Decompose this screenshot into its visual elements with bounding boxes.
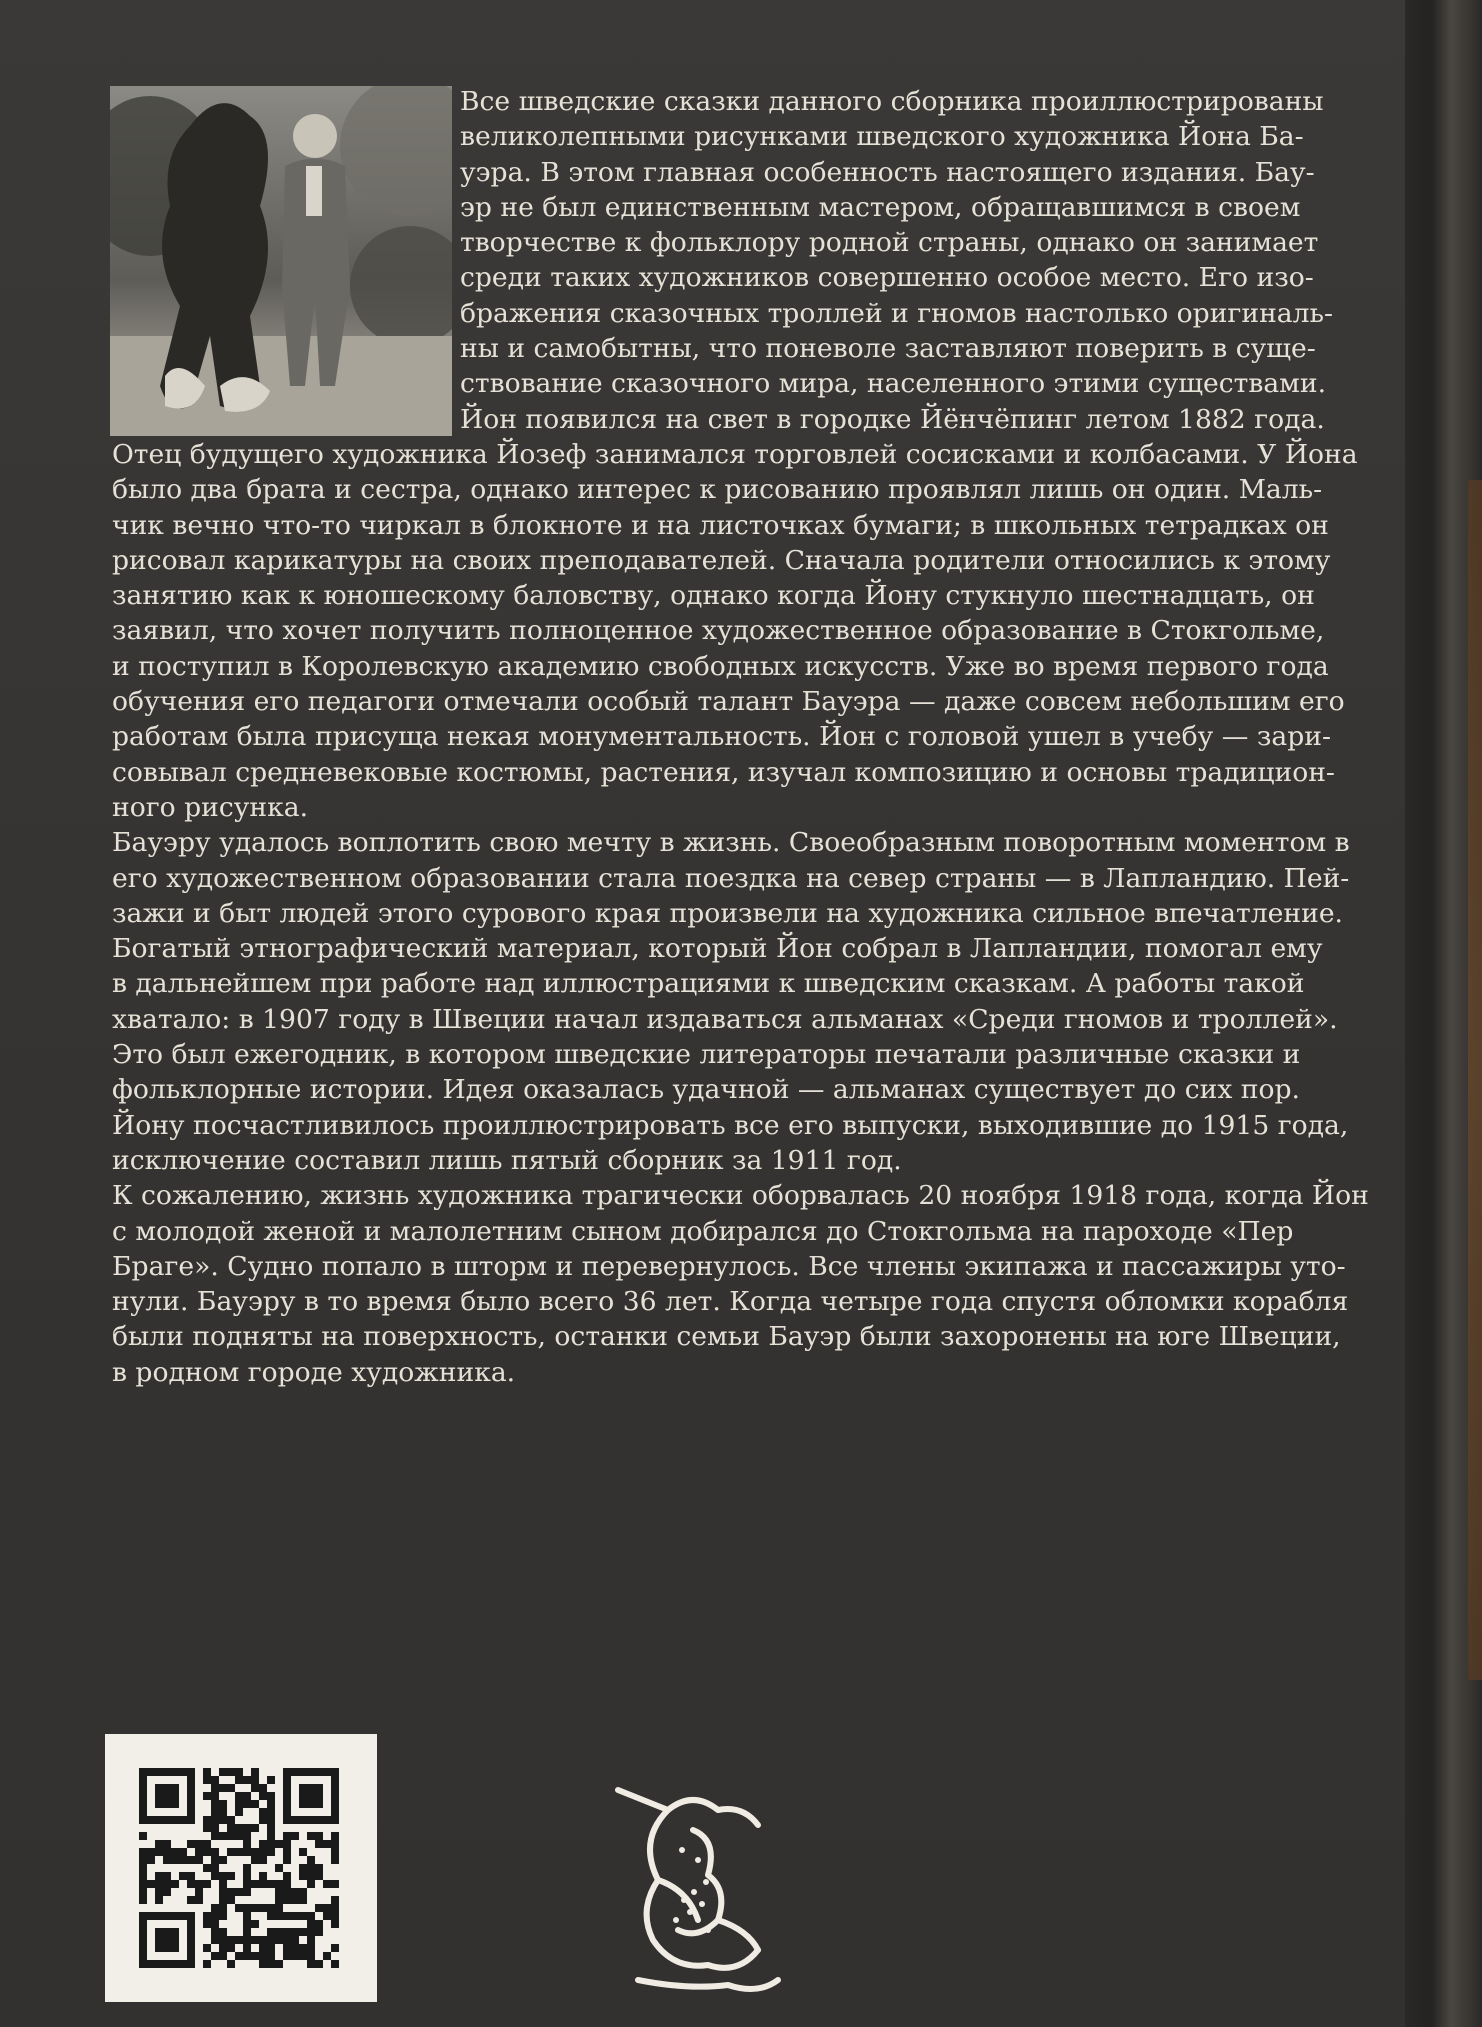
qr-module xyxy=(243,1952,251,1960)
qr-module xyxy=(163,1888,171,1896)
qr-module xyxy=(315,1960,323,1968)
qr-module xyxy=(243,1840,251,1848)
text-line: нули. Бауэру в то время было всего 36 лет. Когда четыре года спустя обломки корабля xyxy=(112,1286,1349,1318)
text-line: заявил, что хочет получить полноценное художественное образование в Стокгольме, xyxy=(112,615,1325,647)
qr-module xyxy=(243,1944,251,1952)
qr-module xyxy=(227,1848,235,1856)
qr-module xyxy=(219,1808,227,1816)
qr-module xyxy=(219,1896,227,1904)
qr-module xyxy=(227,1768,235,1776)
qr-module xyxy=(299,1928,307,1936)
qr-module xyxy=(155,1872,163,1880)
qr-module xyxy=(243,1920,251,1928)
qr-module xyxy=(299,1872,307,1880)
qr-module xyxy=(235,1848,243,1856)
qr-module xyxy=(251,1784,259,1792)
qr-module xyxy=(243,1824,251,1832)
qr-module xyxy=(331,1920,339,1928)
qr-module xyxy=(259,1904,267,1912)
qr-module xyxy=(211,1784,219,1792)
qr-module xyxy=(283,1896,291,1904)
text-line: ствование сказочного мира, населенного этими существами. xyxy=(460,368,1327,400)
qr-module xyxy=(267,1880,275,1888)
qr-module xyxy=(315,1832,323,1840)
qr-module xyxy=(211,1824,219,1832)
text-line: ны и самобытны, что поневоле заставляют поверить в суще- xyxy=(460,333,1316,365)
qr-module xyxy=(227,1960,235,1968)
qr-module xyxy=(251,1856,259,1864)
qr-module xyxy=(259,1816,267,1824)
text-line: Браге». Судно попало в шторм и перевернулось. Все члены экипажа и пассажиры уто- xyxy=(112,1250,1346,1282)
text-line: Бауэру удалось воплотить свою мечту в жизнь. Своеобразным поворотным моментом в xyxy=(112,827,1350,859)
qr-module xyxy=(307,1960,315,1968)
qr-module xyxy=(171,1848,179,1856)
qr-module xyxy=(267,1840,275,1848)
qr-module xyxy=(299,1888,307,1896)
qr-module xyxy=(275,1960,283,1968)
qr-module xyxy=(171,1856,179,1864)
text-line: Йон появился на свет в городке Йёнчёпинг летом 1882 года. xyxy=(460,403,1325,435)
qr-module xyxy=(219,1784,227,1792)
qr-module xyxy=(139,1888,147,1896)
qr-module xyxy=(275,1896,283,1904)
qr-module xyxy=(211,1936,219,1944)
text-line: в дальнейшем при работе над иллюстрациями к шведским сказкам. А работы такой xyxy=(112,968,1305,1000)
qr-module xyxy=(147,1880,155,1888)
text-line: Отец будущего художника Йозеф занимался торговлей сосисками и колбасами. У Йона xyxy=(112,438,1358,470)
qr-module xyxy=(291,1832,299,1840)
qr-module xyxy=(291,1896,299,1904)
text-line: работам была присуща некая монументальность. Йон с головой ушел в учебу — зари- xyxy=(112,721,1331,753)
qr-module xyxy=(275,1936,283,1944)
qr-module xyxy=(235,1824,243,1832)
qr-module xyxy=(227,1832,235,1840)
qr-module xyxy=(211,1848,219,1856)
qr-module xyxy=(219,1912,227,1920)
text-line: Это был ежегодник, в котором шведские литераторы печатали различные сказки и xyxy=(112,1039,1301,1071)
qr-module xyxy=(203,1840,211,1848)
qr-module xyxy=(251,1936,259,1944)
qr-module xyxy=(315,1928,323,1936)
qr-module xyxy=(331,1856,339,1864)
qr-module xyxy=(235,1888,243,1896)
qr-module xyxy=(211,1832,219,1840)
qr-module xyxy=(163,1872,171,1880)
qr-module xyxy=(307,1880,315,1888)
text-line: с молодой женой и малолетним сыном добирался до Стокгольма на пароходе «Пер xyxy=(112,1215,1294,1247)
qr-module xyxy=(163,1856,171,1864)
qr-module xyxy=(267,1960,275,1968)
qr-module xyxy=(307,1936,315,1944)
qr-module xyxy=(235,1952,243,1960)
qr-module xyxy=(219,1928,227,1936)
text-line: фольклорные истории. Идея оказалась удачной — альманах существует до сих пор. xyxy=(112,1074,1300,1106)
text-line: совывал средневековые костюмы, растения, изучал композицию и основы традицион- xyxy=(112,756,1335,788)
qr-module xyxy=(139,1848,147,1856)
qr-module xyxy=(203,1776,211,1784)
qr-module xyxy=(163,1848,171,1856)
qr-module xyxy=(331,1848,339,1856)
qr-module xyxy=(299,1896,307,1904)
qr-module xyxy=(203,1912,211,1920)
text-line: исключение составил лишь пятый сборник за 1911 год. xyxy=(112,1144,902,1176)
qr-module xyxy=(235,1808,243,1816)
qr-module xyxy=(283,1936,291,1944)
qr-module xyxy=(259,1960,267,1968)
qr-module xyxy=(187,1880,195,1888)
qr-module xyxy=(307,1864,315,1872)
qr-module xyxy=(187,1840,195,1848)
text-line: среди таких художников совершенно особое место. Его изо- xyxy=(460,262,1314,294)
qr-module xyxy=(219,1872,227,1880)
qr-module xyxy=(155,1888,163,1896)
text-line: его художественном образовании стала поездка на север страны — в Лапландию. Пей- xyxy=(112,862,1350,894)
text-line: в родном городе художника. xyxy=(112,1356,516,1388)
qr-module xyxy=(171,1880,179,1888)
qr-module xyxy=(243,1872,251,1880)
qr-module xyxy=(307,1952,315,1960)
qr-module xyxy=(219,1856,227,1864)
qr-module xyxy=(179,1856,187,1864)
qr-module xyxy=(267,1944,275,1952)
qr-module xyxy=(139,1872,147,1880)
qr-module xyxy=(251,1800,259,1808)
qr-module xyxy=(331,1832,339,1840)
qr-module xyxy=(203,1880,211,1888)
qr-module xyxy=(203,1792,211,1800)
text-line: К сожалению, жизнь художника трагически оборвалась 20 ноября 1918 года, когда Йон xyxy=(112,1180,1369,1212)
dragon-icon xyxy=(598,1780,788,2000)
text-line: было два брата и сестра, однако интерес к рисованию проявлял лишь он один. Маль- xyxy=(112,474,1323,506)
qr-module xyxy=(259,1808,267,1816)
qr-module xyxy=(267,1904,275,1912)
qr-module xyxy=(243,1800,251,1808)
qr-module xyxy=(219,1952,227,1960)
text-line: творчестве к фольклору родной страны, однако он занимает xyxy=(460,227,1319,259)
text-line: зажи и быт людей этого сурового края произвели на художника сильное впечатление. xyxy=(112,897,1344,929)
qr-module xyxy=(243,1832,251,1840)
qr-module xyxy=(283,1944,291,1952)
qr-module xyxy=(307,1856,315,1864)
qr-module xyxy=(291,1928,299,1936)
qr-module xyxy=(211,1856,219,1864)
qr-module xyxy=(323,1840,331,1848)
qr-module xyxy=(195,1856,203,1864)
qr-module xyxy=(219,1936,227,1944)
qr-module xyxy=(283,1880,291,1888)
qr-module xyxy=(259,1784,267,1792)
qr-module xyxy=(211,1808,219,1816)
qr-module xyxy=(195,1888,203,1896)
qr-module xyxy=(267,1952,275,1960)
qr-module xyxy=(203,1944,211,1952)
qr-module xyxy=(139,1856,147,1864)
qr-module xyxy=(219,1888,227,1896)
qr-module xyxy=(299,1848,307,1856)
qr-finder xyxy=(299,1784,323,1808)
qr-module xyxy=(155,1896,163,1904)
qr-module xyxy=(331,1840,339,1848)
qr-module xyxy=(299,1944,307,1952)
qr-module xyxy=(211,1952,219,1960)
qr-module xyxy=(219,1880,227,1888)
qr-module xyxy=(291,1912,299,1920)
qr-module xyxy=(179,1848,187,1856)
qr-module xyxy=(323,1952,331,1960)
qr-module xyxy=(299,1864,307,1872)
qr-module xyxy=(155,1880,163,1888)
qr-module xyxy=(275,1904,283,1912)
qr-module xyxy=(243,1880,251,1888)
qr-module xyxy=(243,1904,251,1912)
qr-module xyxy=(187,1856,195,1864)
qr-module xyxy=(259,1848,267,1856)
qr-module xyxy=(219,1816,227,1824)
text-line: Все шведские сказки данного сборника проиллюстрированы xyxy=(460,86,1324,117)
qr-code-pattern xyxy=(139,1768,343,1968)
qr-module xyxy=(243,1792,251,1800)
qr-module xyxy=(211,1776,219,1784)
text-line: Богатый этнографический материал, который Йон собрал в Лапландии, помогал ему xyxy=(112,933,1323,965)
qr-module xyxy=(203,1864,211,1872)
qr-module xyxy=(203,1920,211,1928)
qr-module xyxy=(235,1768,243,1776)
qr-module xyxy=(331,1944,339,1952)
qr-module xyxy=(235,1792,243,1800)
text-line: обучения его педагоги отмечали особый талант Бауэра — даже совсем небольшим его xyxy=(112,686,1345,718)
qr-module xyxy=(243,1928,251,1936)
qr-module xyxy=(267,1816,275,1824)
qr-module xyxy=(203,1768,211,1776)
qr-module xyxy=(331,1960,339,1968)
qr-module xyxy=(211,1920,219,1928)
qr-module xyxy=(243,1888,251,1896)
qr-module xyxy=(227,1816,235,1824)
qr-module xyxy=(259,1952,267,1960)
qr-module xyxy=(291,1936,299,1944)
qr-module xyxy=(219,1832,227,1840)
qr-module xyxy=(283,1928,291,1936)
qr-module xyxy=(195,1848,203,1856)
qr-module xyxy=(251,1920,259,1928)
qr-module xyxy=(235,1936,243,1944)
qr-module xyxy=(235,1904,243,1912)
qr-module xyxy=(203,1824,211,1832)
qr-module xyxy=(283,1856,291,1864)
qr-module xyxy=(227,1824,235,1832)
qr-module xyxy=(267,1848,275,1856)
qr-module xyxy=(195,1840,203,1848)
qr-module xyxy=(203,1960,211,1968)
qr-module xyxy=(251,1904,259,1912)
qr-module xyxy=(139,1832,147,1840)
qr-module xyxy=(139,1896,147,1904)
qr-module xyxy=(307,1944,315,1952)
qr-module xyxy=(195,1896,203,1904)
text-line: рисовал карикатуры на своих преподавателей. Сначала родители относились к этому xyxy=(112,544,1331,576)
qr-module xyxy=(251,1848,259,1856)
qr-module xyxy=(283,1840,291,1848)
qr-module xyxy=(299,1912,307,1920)
text-line: эр не был единственным мастером, обращавшимся в своем xyxy=(460,191,1301,223)
qr-module xyxy=(227,1784,235,1792)
text-line: чик вечно что-то чиркал в блокноте и на листочках бумаги; в школьных тетрадках он xyxy=(112,509,1329,541)
text-line: бражения сказочных троллей и гномов настолько оригиналь- xyxy=(460,297,1334,329)
qr-module xyxy=(163,1880,171,1888)
qr-module xyxy=(187,1872,195,1880)
qr-module xyxy=(195,1880,203,1888)
qr-module xyxy=(251,1776,259,1784)
qr-module xyxy=(275,1864,283,1872)
qr-module xyxy=(259,1856,267,1864)
qr-module xyxy=(211,1792,219,1800)
qr-module xyxy=(307,1920,315,1928)
qr-module xyxy=(235,1832,243,1840)
qr-module xyxy=(211,1928,219,1936)
qr-module xyxy=(211,1904,219,1912)
qr-module xyxy=(155,1840,163,1848)
qr-module xyxy=(283,1832,291,1840)
qr-module xyxy=(267,1832,275,1840)
qr-module xyxy=(259,1936,267,1944)
qr-module xyxy=(227,1936,235,1944)
qr-module xyxy=(211,1800,219,1808)
qr-module xyxy=(243,1912,251,1920)
qr-module xyxy=(331,1912,339,1920)
qr-module xyxy=(251,1824,259,1832)
qr-module xyxy=(283,1872,291,1880)
qr-module xyxy=(219,1904,227,1912)
qr-module xyxy=(307,1832,315,1840)
qr-module xyxy=(139,1880,147,1888)
qr-module xyxy=(243,1936,251,1944)
qr-module xyxy=(315,1920,323,1928)
text-line: уэра. В этом главная особенность настоящего издания. Бау- xyxy=(460,156,1315,188)
qr-module xyxy=(147,1848,155,1856)
qr-module xyxy=(267,1800,275,1808)
qr-module xyxy=(331,1904,339,1912)
qr-module xyxy=(291,1952,299,1960)
qr-finder xyxy=(155,1784,179,1808)
text-line: Йону посчастливилось проиллюстрировать все его выпуски, выходившие до 1915 года, xyxy=(112,1109,1349,1141)
qr-module xyxy=(219,1944,227,1952)
text-line: были подняты на поверхность, останки семьи Бауэр были захоронены на юге Швеции, xyxy=(112,1321,1341,1353)
qr-module xyxy=(323,1880,331,1888)
qr-module xyxy=(219,1768,227,1776)
qr-module xyxy=(291,1944,299,1952)
qr-module xyxy=(187,1896,195,1904)
publisher-dragon-logo xyxy=(598,1780,788,2004)
qr-code[interactable] xyxy=(105,1734,377,2002)
text-line: и поступил в Королевскую академию свободных искусств. Уже во время первого года xyxy=(112,650,1329,682)
qr-module xyxy=(267,1912,275,1920)
qr-module xyxy=(267,1792,275,1800)
qr-module xyxy=(267,1808,275,1816)
qr-module xyxy=(139,1864,147,1872)
qr-module xyxy=(283,1952,291,1960)
qr-module xyxy=(211,1872,219,1880)
qr-module xyxy=(211,1864,219,1872)
qr-module xyxy=(147,1856,155,1864)
description-text xyxy=(112,84,1369,1390)
qr-module xyxy=(323,1904,331,1912)
qr-module xyxy=(315,1840,323,1848)
qr-module xyxy=(179,1872,187,1880)
qr-module xyxy=(227,1872,235,1880)
qr-module xyxy=(251,1768,259,1776)
qr-module xyxy=(243,1776,251,1784)
text-line: занятию как к юношескому баловству, однако когда Йону стукнуло шестнадцать, он xyxy=(112,580,1315,612)
qr-module xyxy=(299,1952,307,1960)
qr-module xyxy=(331,1880,339,1888)
qr-module xyxy=(315,1872,323,1880)
qr-module xyxy=(275,1912,283,1920)
qr-module xyxy=(283,1912,291,1920)
qr-module xyxy=(259,1944,267,1952)
qr-module xyxy=(203,1848,211,1856)
text-line: ного рисунка. xyxy=(112,791,309,823)
spine-edge xyxy=(1468,480,1482,1680)
qr-module xyxy=(219,1800,227,1808)
qr-module xyxy=(323,1912,331,1920)
qr-module xyxy=(307,1912,315,1920)
qr-module xyxy=(259,1880,267,1888)
text-line: великолепными рисунками шведского художника Йона Ба- xyxy=(460,121,1304,153)
qr-module xyxy=(227,1944,235,1952)
qr-module xyxy=(331,1896,339,1904)
qr-module xyxy=(227,1896,235,1904)
qr-module xyxy=(259,1840,267,1848)
qr-module xyxy=(211,1816,219,1824)
qr-module xyxy=(267,1936,275,1944)
qr-module xyxy=(307,1872,315,1880)
qr-module xyxy=(259,1872,267,1880)
qr-module xyxy=(259,1792,267,1800)
qr-module xyxy=(315,1864,323,1872)
qr-module xyxy=(235,1800,243,1808)
qr-module xyxy=(307,1928,315,1936)
qr-module xyxy=(291,1888,299,1896)
qr-module xyxy=(267,1928,275,1936)
qr-module xyxy=(275,1880,283,1888)
qr-module xyxy=(227,1888,235,1896)
qr-module xyxy=(163,1840,171,1848)
qr-module xyxy=(243,1848,251,1856)
qr-module xyxy=(155,1848,163,1856)
qr-module xyxy=(251,1880,259,1888)
qr-module xyxy=(267,1776,275,1784)
qr-module xyxy=(275,1928,283,1936)
qr-module xyxy=(235,1776,243,1784)
qr-module xyxy=(275,1888,283,1896)
text-line: хватало: в 1907 году в Швеции начал издаваться альманах «Среди гномов и троллей». xyxy=(112,1003,1338,1035)
qr-module xyxy=(283,1848,291,1856)
qr-module xyxy=(211,1912,219,1920)
qr-module xyxy=(267,1824,275,1832)
qr-module xyxy=(315,1904,323,1912)
qr-module xyxy=(283,1888,291,1896)
qr-module xyxy=(243,1864,251,1872)
qr-module xyxy=(275,1840,283,1848)
qr-finder xyxy=(155,1928,179,1952)
qr-module xyxy=(251,1952,259,1960)
qr-module xyxy=(203,1816,211,1824)
